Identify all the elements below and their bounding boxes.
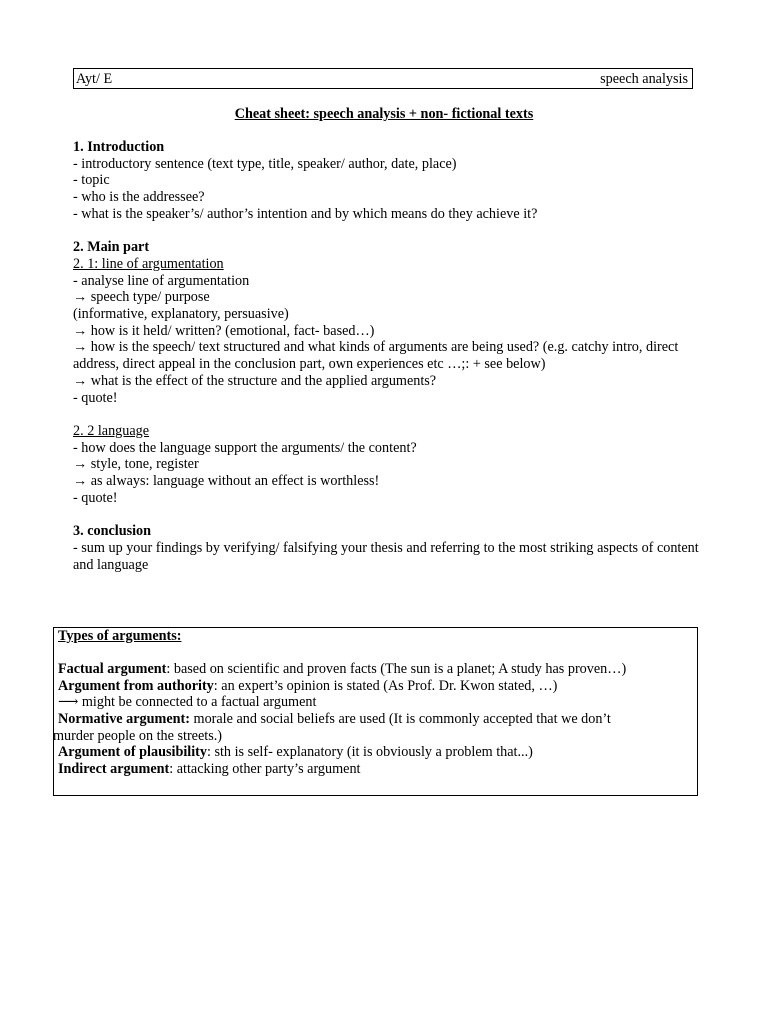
indirect-argument-term: Indirect argument <box>58 760 170 777</box>
language-line: → style, tone, register <box>73 456 199 473</box>
main-content <box>73 139 703 573</box>
plausibility-argument-term: Argument of plausibility <box>58 744 207 761</box>
factual-argument-term: Factual argument <box>58 661 167 678</box>
authority-argument-desc: : an expert’s opinion is stated (As Prof. Dr. Kwon stated, …) <box>213 677 558 694</box>
argumentation-line: - analyse line of argumentation <box>73 272 250 289</box>
header-class-label: Ayt/ E <box>76 71 113 87</box>
intro-item: - introductory sentence (text type, title, speaker/ author, date, place) <box>73 155 457 172</box>
intro-item: - topic <box>73 172 110 189</box>
language-subheading: 2. 2 language <box>73 422 150 439</box>
conclusion-heading: 3. conclusion <box>73 523 152 540</box>
argumentation-line: → how is it held/ written? (emotional, fact- based…) <box>73 322 375 339</box>
conclusion-text: - sum up your findings by verifying/ falsifying your thesis and referring to the most striking aspects of content and language <box>73 539 699 573</box>
indirect-argument-row <box>58 761 693 778</box>
argumentation-line: → speech type/ purpose <box>73 289 210 306</box>
header-box <box>73 68 693 89</box>
argumentation-line: → what is the effect of the structure and the applied arguments? <box>73 372 437 389</box>
main-heading: 2. Main part <box>73 239 150 256</box>
authority-argument-row <box>58 678 693 695</box>
argumentation-subheading: 2. 1: line of argumentation <box>73 255 224 272</box>
normative-argument-term: Normative argument: <box>58 711 190 728</box>
plausibility-argument-row <box>58 744 693 761</box>
normative-argument-cont: murder people on the streets.) <box>53 727 223 744</box>
argumentation-line: - quote! <box>73 389 118 406</box>
language-line: → as always: language without an effect is worthless! <box>73 473 380 490</box>
normative-argument-row <box>58 711 693 728</box>
authority-argument-note: ⟶ might be connected to a factual argument <box>58 694 317 711</box>
language-line: - how does the language support the arguments/ the content? <box>73 439 417 456</box>
normative-argument-desc: morale and social beliefs are used (It is commonly accepted that we don’t <box>189 711 611 728</box>
argument-types-box <box>53 627 698 796</box>
intro-item: - what is the speaker’s/ author’s intention and by which means do they achieve it? <box>73 205 538 222</box>
indirect-argument-desc: : attacking other party’s argument <box>169 760 361 777</box>
argument-types-heading: Types of arguments: <box>58 628 182 644</box>
language-line: - quote! <box>73 489 118 506</box>
header-subject-label: speech analysis <box>600 71 688 87</box>
page-title: Cheat sheet: speech analysis + non- fictional texts <box>234 106 534 122</box>
intro-item: - who is the addressee? <box>73 189 205 206</box>
intro-heading: 1. Introduction <box>73 139 165 155</box>
plausibility-argument-desc: : sth is self- explanatory (it is obviously a problem that...) <box>206 744 533 761</box>
argumentation-line: → how is the speech/ text structured and what kinds of arguments are being used? (e.g. catchy intro, direct address, direct appeal in the conclusion part, own experiences etc …;: + see below) <box>73 339 679 373</box>
factual-argument-row <box>58 661 693 678</box>
argumentation-line: (informative, explanatory, persuasive) <box>73 306 289 323</box>
authority-argument-term: Argument from authority <box>58 677 214 694</box>
factual-argument-desc: : based on scientific and proven facts (The sun is a planet; A study has proven…) <box>166 661 627 678</box>
